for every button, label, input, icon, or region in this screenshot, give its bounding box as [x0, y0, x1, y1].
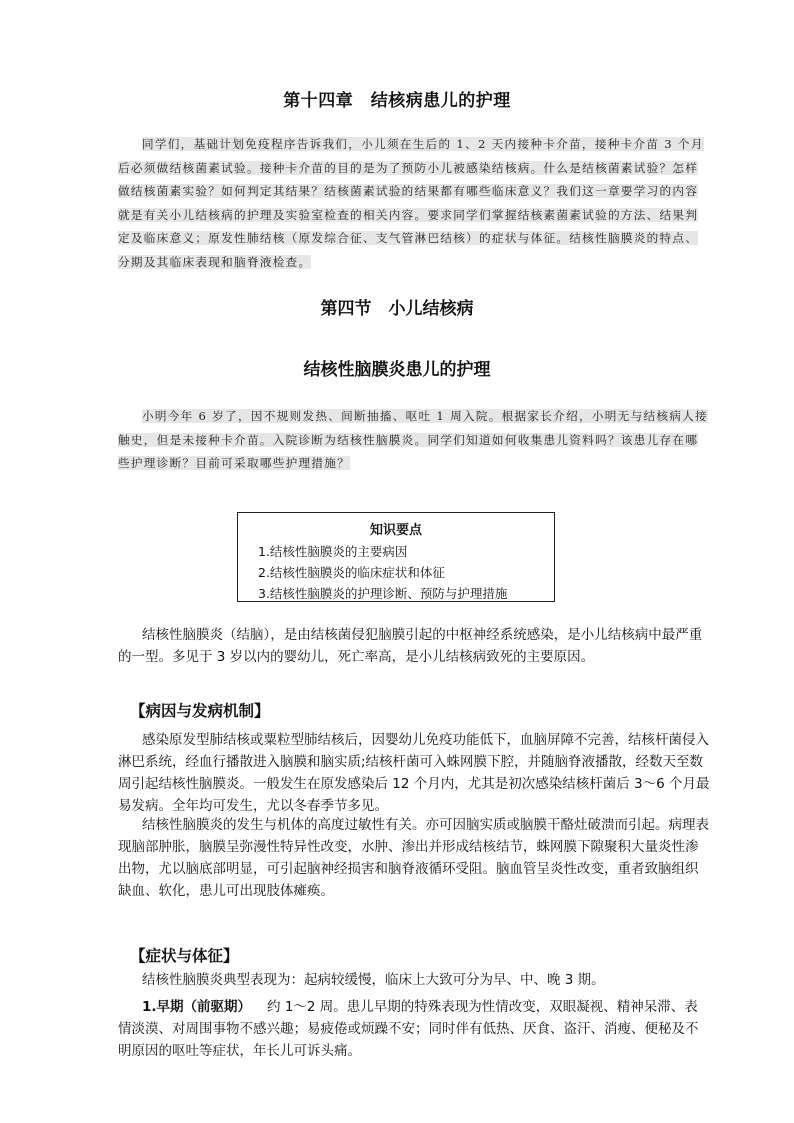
knowledge-box-title: 知识要点	[369, 523, 422, 538]
etiology-paragraph-2	[118, 814, 710, 902]
heading-symptoms: 【症状与体征】	[130, 947, 239, 965]
early-stage-paragraph	[118, 996, 710, 1062]
intro-text: 同学们，基础计划免疫程序告诉我们，小儿须在生后的 1、2 天内接种卡介苗，接种卡介苗 3 个月后必须做结核菌素试验。接种卡介苗的目的是为了预防小儿被感染结核病。什么是结核菌素试验？怎样做结核菌素实验？如何判定其结果？结核菌素试验的结果都有哪些临床意义？我们这一章要学习的内容就是有关小儿结核病的护理及实验室检查的相关内容。要求同学们掌握结核素菌素试验的方法、结果判定及临床意义；原发性肺结核（原发综合征、支气管淋巴结核）的症状与体征。结核性脑膜炎的特点、分期及其临床表现和脑脊液检查。	[118, 137, 704, 269]
case-paragraph	[118, 405, 708, 476]
knowledge-points-box	[237, 512, 555, 602]
case-text: 小明今年 6 岁了，因不规则发热、间断抽搐、呕吐 1 周入院。根据家长介绍，小明无与结核病人接触史，但是未接种卡介苗。入院诊断为结核性脑膜炎。同学们知道如何收集患儿资料吗？该患儿存在哪些护理诊断？目前可采取哪些护理措施？	[118, 409, 708, 470]
early-stage-text: 约 1～2 周。患儿早期的特殊表现为性情改变，双眼凝视、精神呆滞、表情淡漠、对周围事物不感兴趣；易疲倦或烦躁不安；同时伴有低热、厌食、盗汗、消瘦、便秘及不明原因的呕吐等症状，年长儿可诉头痛。	[118, 999, 699, 1059]
knowledge-list	[238, 541, 554, 604]
definition-text: 结核性脑膜炎（结脑），是由结核菌侵犯脑膜引起的中枢神经系统感染，是小儿结核病中最严重的一型。多见于 3 岁以内的婴幼儿，死亡率高，是小儿结核病致死的主要原因。	[118, 627, 703, 665]
heading-etiology: 【病因与发病机制】	[130, 702, 270, 720]
etiology-text-1: 感染原发型肺结核或粟粒型肺结核后，因婴幼儿免疫功能低下，血脑屏障不完善，结核杆菌侵入淋巴系统，经血行播散进入脑膜和脑实质;结核杆菌可入蛛网膜下腔，并随脑脊液播散，经数天至数周引起结核性脑膜炎。一般发生在原发感染后 12 个月内，尤其是初次感染结核杆菌后 3～6 个月最易发病。全年均可发生，尤以冬春季节多见。	[118, 732, 710, 814]
symptoms-intro-paragraph	[118, 969, 710, 991]
chapter-title: 第十四章 结核病患儿的护理	[283, 91, 511, 111]
definition-paragraph	[118, 624, 710, 668]
early-stage-label: 1.早期（前驱期）	[142, 999, 252, 1015]
intro-paragraph	[118, 133, 708, 274]
section-title: 第四节 小儿结核病	[320, 299, 474, 319]
etiology-paragraph-1	[118, 729, 710, 817]
symptoms-intro-text: 结核性脑膜炎典型表现为：起病较缓慢，临床上大致可分为早、中、晚 3 期。	[142, 972, 605, 988]
knowledge-item: 1.结核性脑膜炎的主要病因	[258, 544, 408, 559]
subsection-title: 结核性脑膜炎患儿的护理	[303, 360, 491, 380]
knowledge-item: 2.结核性脑膜炎的临床症状和体征	[258, 565, 445, 580]
etiology-text-2: 结核性脑膜炎的发生与机体的高度过敏性有关。亦可因脑实质或脑膜干酪灶破溃而引起。病理表现脑部肿胀，脑膜呈弥漫性特异性改变，水肿、渗出并形成结核结节，蛛网膜下隙聚积大量炎性渗出物，尤以脑底部明显，可引起脑神经损害和脑脊液循环受阻。脑血管呈炎性改变，重者致脑组织缺血、软化，患儿可出现肢体瘫痪。	[118, 817, 709, 899]
knowledge-item: 3.结核性脑膜炎的护理诊断、预防与护理措施	[258, 586, 508, 601]
